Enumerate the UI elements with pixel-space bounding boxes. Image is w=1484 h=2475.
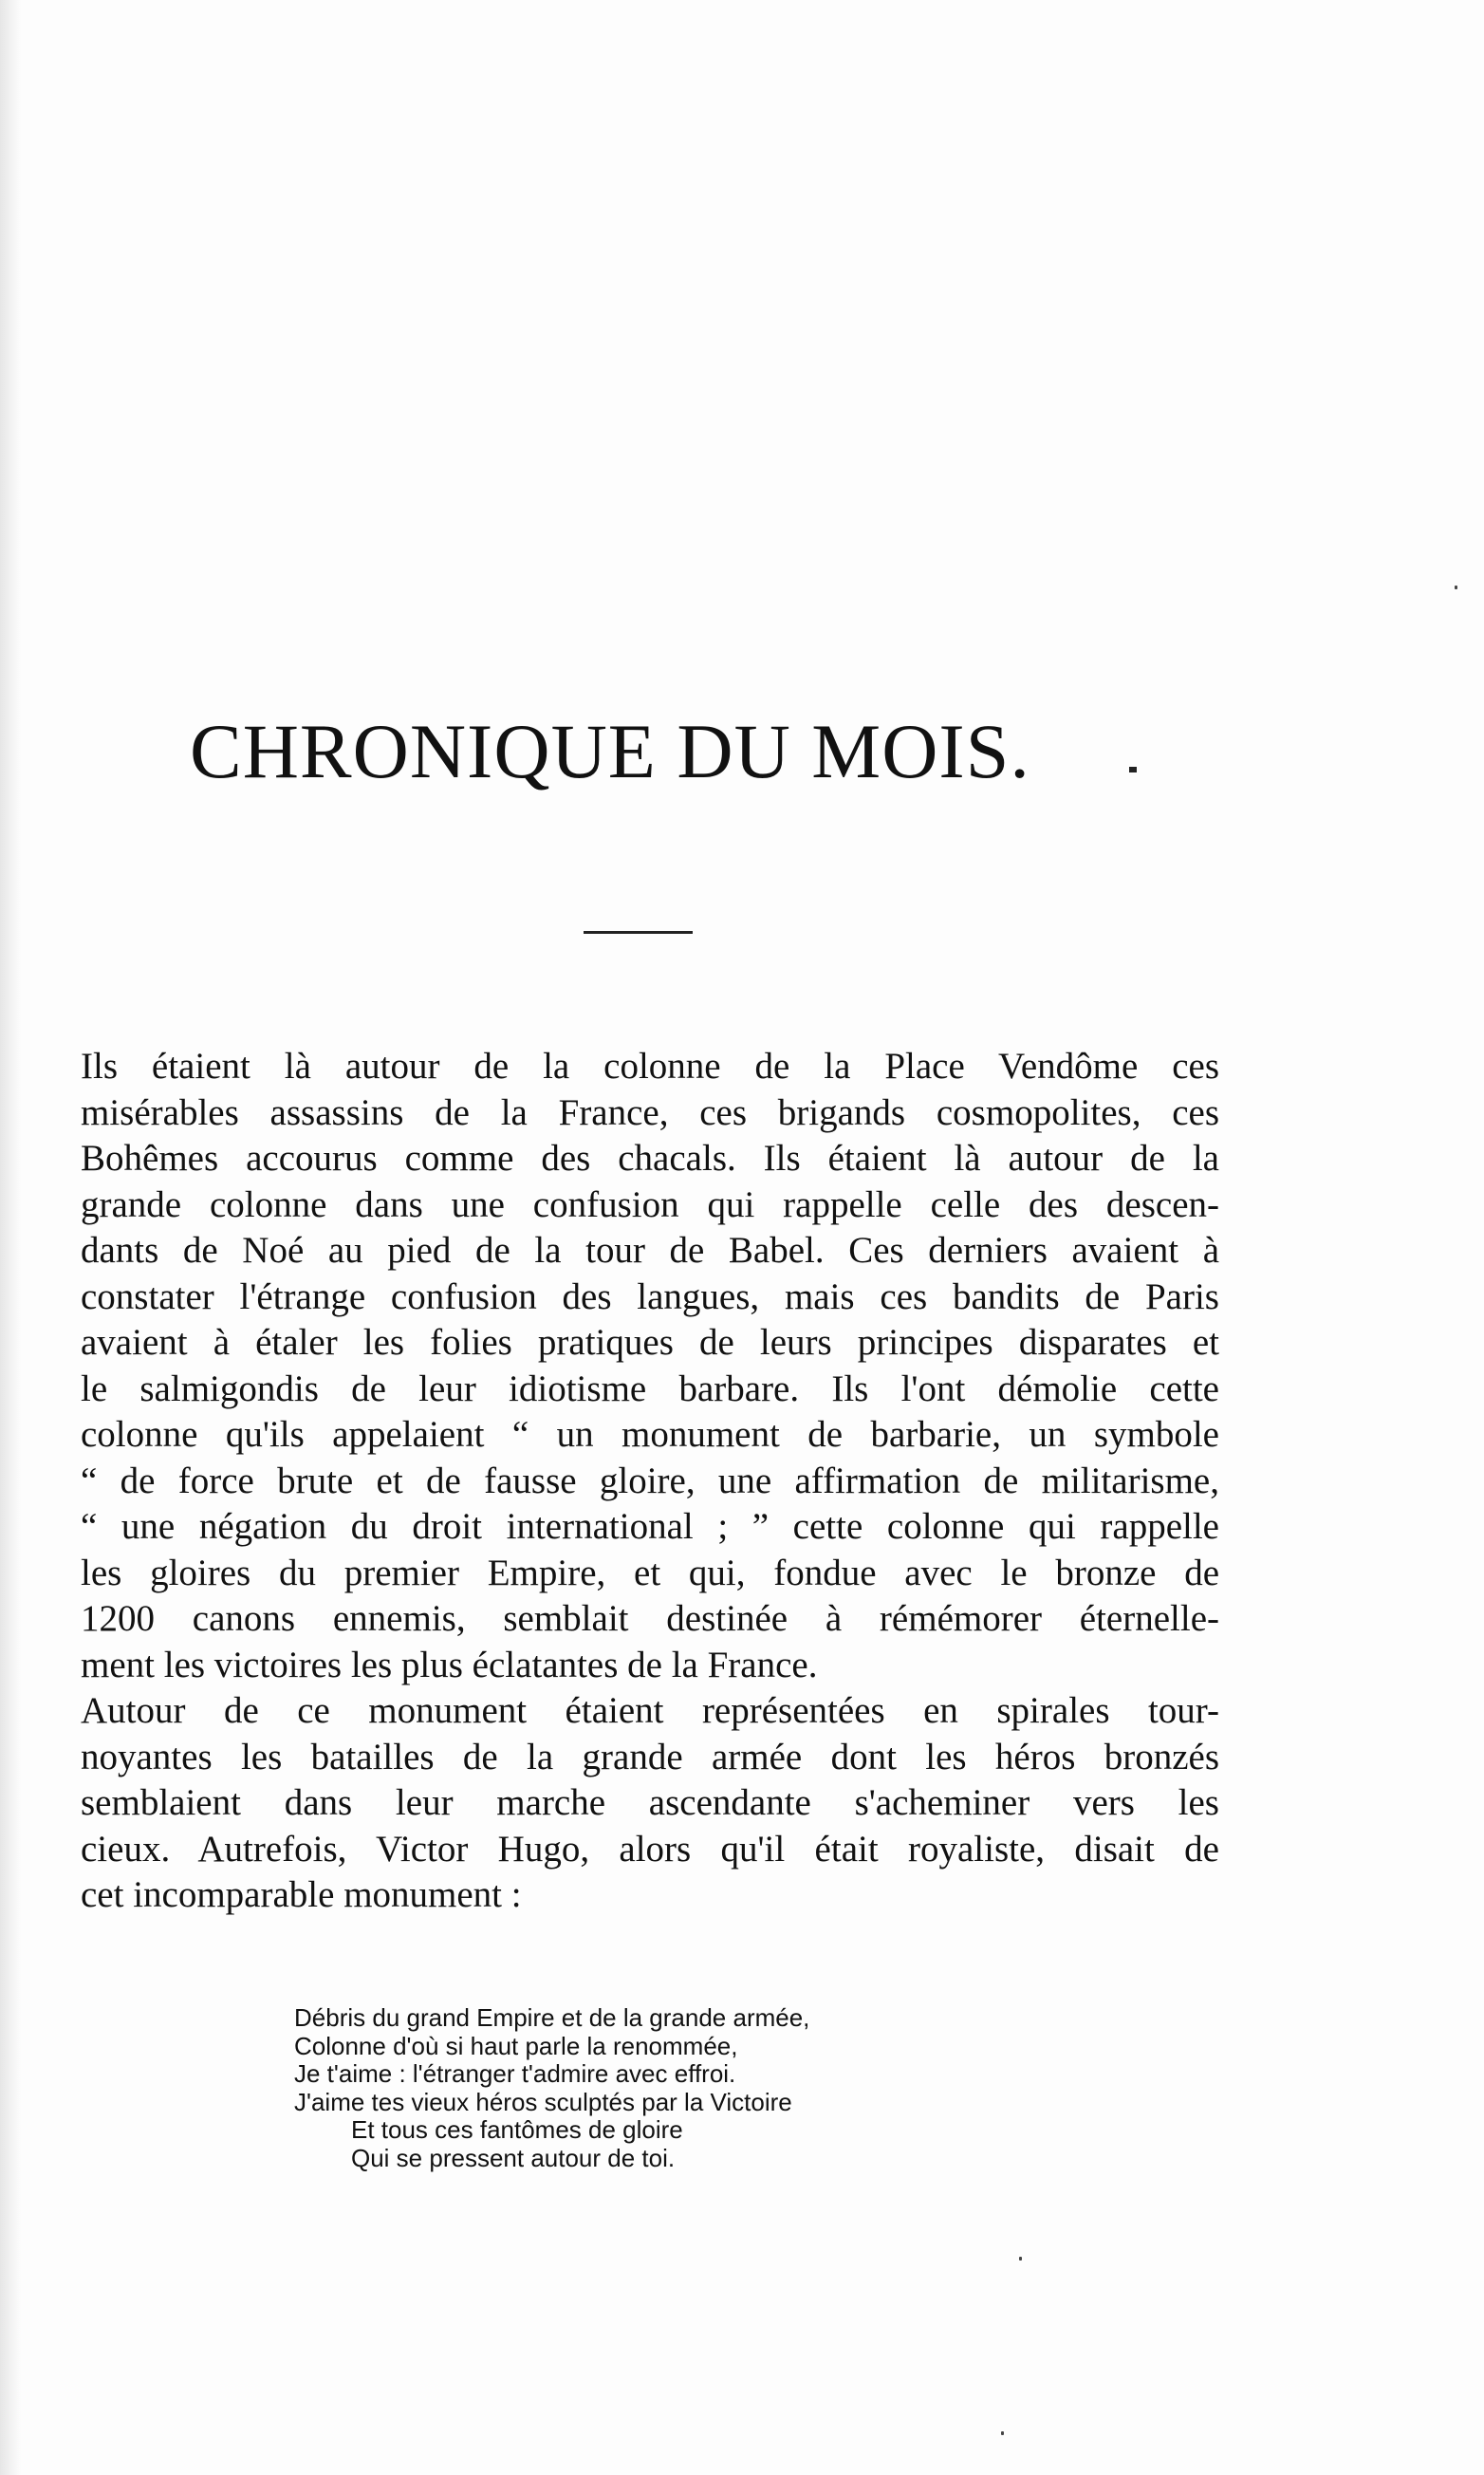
title-divider — [584, 931, 693, 934]
page-title: CHRONIQUE DU MOIS. — [190, 708, 1030, 794]
poem-line: Colonne d'où si haut parle la renommée, — [294, 2031, 738, 2060]
scan-speck — [1001, 2431, 1004, 2435]
paragraph-2 — [81, 1688, 1219, 1919]
text-line: avaient à étaler les folies pratiques de leurs principes disparates et — [81, 1322, 1219, 1363]
text-line: le salmigondis de leur idiotisme barbare. Ils l'ont démolie cette — [81, 1368, 1219, 1409]
text-line: Ils étaient là autour de la colonne de la Place Vendôme ces — [81, 1046, 1219, 1087]
stray-mark — [1129, 767, 1137, 772]
text-line: grande colonne dans une confusion qui rappelle celle des descen- — [81, 1183, 1219, 1225]
text-line: Bohêmes accourus comme des chacals. Ils étaient là autour de la — [81, 1138, 1219, 1179]
quoted-poem — [294, 2004, 1053, 2172]
poem-line: Qui se pressent autour de toi. — [351, 2143, 676, 2172]
text-line: ment les victoires les plus éclatantes de la France. — [81, 1644, 818, 1685]
text-line: “ de force brute et de fausse gloire, une affirmation de militarisme, — [81, 1460, 1219, 1501]
text-line: misérables assassins de la France, ces brigands cosmopolites, ces — [81, 1091, 1219, 1133]
poem-line: Débris du grand Empire et de la grande armée, — [294, 2003, 810, 2032]
body-text — [81, 1044, 1219, 1919]
text-line: 1200 canons ennemis, semblait destinée à rémémorer éternelle- — [81, 1598, 1219, 1639]
text-line: noyantes les batailles de la grande armée dont les héros bronzés — [81, 1736, 1219, 1777]
text-line: semblaient dans leur marche ascendante s'acheminer vers les — [81, 1782, 1219, 1823]
poem-line: J'aime tes vieux héros sculptés par la Victoire — [294, 2087, 792, 2116]
poem-line: Je t'aime : l'étranger t'admire avec effroi. — [294, 2059, 736, 2088]
text-line: les gloires du premier Empire, et qui, fondue avec le bronze de — [81, 1552, 1219, 1593]
text-line: Autour de ce monument étaient représentées en spirales tour- — [81, 1690, 1219, 1731]
text-line: constater l'étrange confusion des langues, mais ces bandits de Paris — [81, 1275, 1219, 1317]
scan-speck — [1455, 586, 1457, 589]
scan-edge-shadow — [0, 0, 21, 2475]
text-line: “ une négation du droit international ; ” cette colonne qui rappelle — [81, 1506, 1219, 1547]
text-line: cieux. Autrefois, Victor Hugo, alors qu'il était royaliste, disait de — [81, 1828, 1219, 1870]
text-line: cet incomparable monument : — [81, 1874, 522, 1915]
paragraph-1 — [81, 1044, 1219, 1688]
text-line: dants de Noé au pied de la tour de Babel. Ces derniers avaient à — [81, 1230, 1219, 1271]
text-line: colonne qu'ils appelaient “ un monument de barbarie, un symbole — [81, 1414, 1219, 1455]
poem-line: Et tous ces fantômes de gloire — [351, 2115, 683, 2144]
scan-speck — [1019, 2257, 1022, 2261]
